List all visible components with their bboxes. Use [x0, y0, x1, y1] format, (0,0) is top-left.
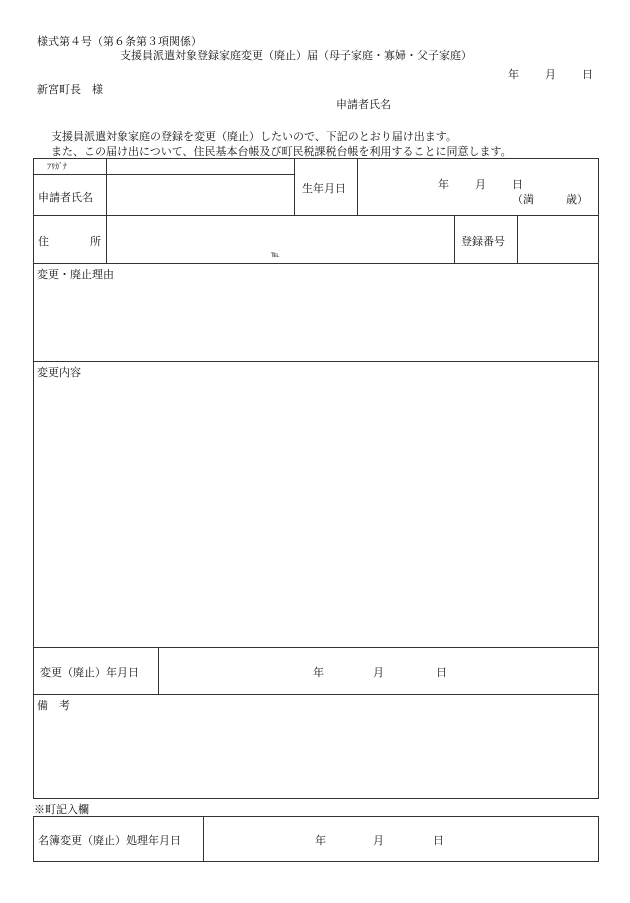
intro-line-1: 支援員派遣対象家庭の登録を変更（廃止）したいので、下記のとおり届け出ます。: [51, 130, 457, 143]
address-label-2: 所: [90, 235, 101, 248]
process-date-day: 日: [433, 834, 444, 847]
registration-number-label: 登録番号: [461, 235, 505, 248]
remarks-field[interactable]: [34, 713, 598, 797]
header-date-year: 年: [508, 68, 519, 81]
form-title: 支援員派遣対象登録家庭変更（廃止）届（母子家庭・寡婦・父子家庭）: [120, 49, 472, 62]
birth-year-label: 年: [438, 178, 449, 191]
furigana-field[interactable]: [107, 159, 293, 174]
row5-bottom: [33, 694, 599, 695]
change-date-label: 変更（廃止）年月日: [40, 666, 139, 679]
furigana-label: ﾌﾘｶﾞﾅ: [47, 162, 67, 171]
office-use-note: ※町記入欄: [34, 803, 89, 816]
header-date-month: 月: [545, 68, 556, 81]
address-field[interactable]: [107, 216, 453, 262]
row3-bottom: [33, 361, 599, 362]
birth-day-label: 日: [512, 178, 523, 191]
applicant-name-cell-label: 申請者氏名: [38, 191, 93, 204]
change-date-year: 年: [313, 666, 324, 679]
change-content-field[interactable]: [34, 380, 598, 646]
header-date-day: 日: [582, 68, 593, 81]
form-number: 様式第４号（第６条第３項関係）: [37, 35, 202, 48]
addressee: 新宮町長 様: [37, 83, 103, 96]
reg-label-divider: [454, 215, 455, 263]
age-close-label: 歳）: [566, 193, 588, 206]
applicant-name-field[interactable]: [107, 175, 293, 214]
birth-label-divider: [294, 158, 295, 216]
birthdate-label: 生年月日: [302, 182, 346, 195]
change-date-month: 月: [373, 666, 384, 679]
registration-number-field[interactable]: [518, 216, 598, 262]
birth-month-label: 月: [475, 178, 486, 191]
remarks-label: 備 考: [37, 699, 70, 712]
intro-line-2: また、この届け出について、住民基本台帳及び町民税課税台帳を利用することに同意します。: [51, 145, 512, 158]
process-date-field[interactable]: [204, 817, 598, 861]
row2-bottom: [33, 263, 599, 264]
address-label-1: 住: [38, 235, 49, 248]
age-open-label: （満: [512, 193, 534, 206]
tel-label: ℡: [271, 250, 280, 259]
change-reason-label: 変更・廃止理由: [37, 268, 114, 281]
change-date-day: 日: [436, 666, 447, 679]
applicant-name-label: 申請者氏名: [336, 98, 391, 111]
change-content-label: 変更内容: [37, 366, 81, 379]
process-date-year: 年: [315, 834, 326, 847]
process-date-label: 名簿変更（廃止）処理年月日: [38, 834, 181, 847]
change-reason-field[interactable]: [34, 282, 598, 360]
process-date-month: 月: [373, 834, 384, 847]
